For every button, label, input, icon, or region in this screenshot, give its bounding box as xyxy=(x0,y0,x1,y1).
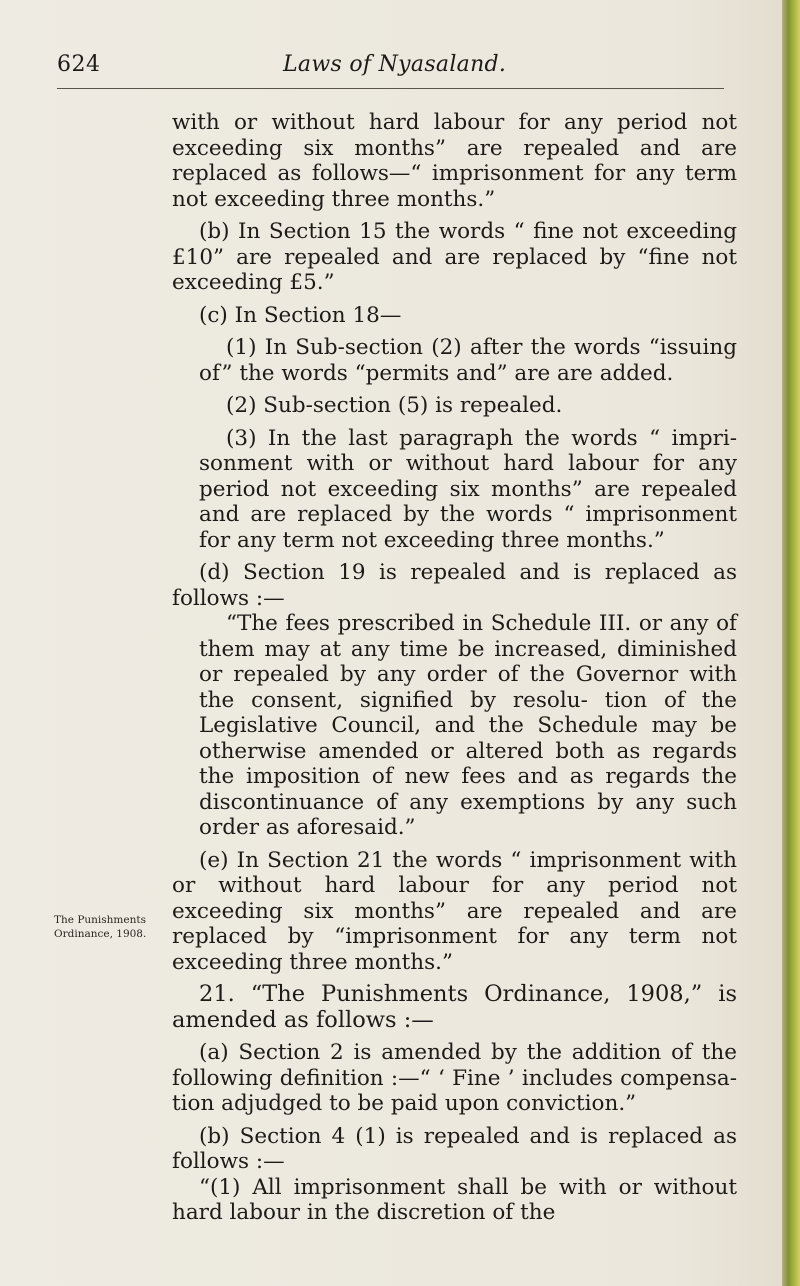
running-head: Laws of Nyasaland. xyxy=(283,52,507,77)
subparagraph-1: (1) In Sub-section (2) after the words “issuing of” the words “permits and” are are added. xyxy=(199,335,737,386)
section-21-heading: 21. “The Punishments Ordinance, 1908,” is amended as follows :— xyxy=(172,981,737,1033)
margin-note xyxy=(54,913,164,941)
paragraph-continuation: with or without hard labour for any period not exceeding six months” are repealed and are replaced as follows—“ imprisonment for any term not exceeding three months.” xyxy=(172,110,737,212)
body-text xyxy=(172,110,737,1226)
page-header xyxy=(0,52,790,82)
paragraph-b-section-4: (b) Section 4 (1) is repealed and is replaced as follows :— xyxy=(172,1123,737,1174)
quoted-imprisonment-text: “(1) All imprisonment shall be with or without hard labour in the discretion of the xyxy=(172,1174,737,1225)
paragraph-c-section-18: (c) In Section 18— xyxy=(199,302,402,328)
subparagraph-3: (3) In the last paragraph the words “ impri- sonment with or without hard labour for any period not exceeding six months” are repealed and are replaced by the words “ imprisonment for any term not exceeding three months.” xyxy=(199,425,737,553)
page-edge xyxy=(782,0,800,1286)
paragraph-a-section-2: (a) Section 2 is amended by the addition of the following definition :—“ ‘ Fine ’ includes compensa- tion adjudged to be paid upon conviction.” xyxy=(172,1040,737,1116)
paragraph-d-section-19: (d) Section 19 is repealed and is replaced as follows :— xyxy=(172,560,737,611)
margin-note-line: Ordinance, 1908. xyxy=(54,928,147,940)
page-number: 624 xyxy=(57,52,101,77)
paragraph-e-section-21: (e) In Section 21 the words “ imprisonment with or without hard labour for any period not exceeding six months” are repealed and are replaced by “imprisonment for any term not exceeding three months.” xyxy=(172,847,737,975)
quoted-schedule-text: “The fees prescribed in Schedule III. or any of them may at any time be increased, diminished or repealed by any order of the Governor with the consent, signified by resolu- tion of the Legislative Council, and the Schedule may be otherwise amended or altered both as regards the imposition of new fees and as regards the discontinuance of any exemptions by any such order as aforesaid.” xyxy=(199,611,737,840)
paragraph-b-section-15: (b) In Section 15 the words “ fine not exceeding £10” are repealed and are replaced by “fine not exceeding £5.” xyxy=(172,219,737,295)
header-rule xyxy=(57,88,724,89)
subparagraph-2: (2) Sub-section (5) is repealed. xyxy=(226,393,563,418)
margin-note-line: The Punishments xyxy=(54,914,146,926)
